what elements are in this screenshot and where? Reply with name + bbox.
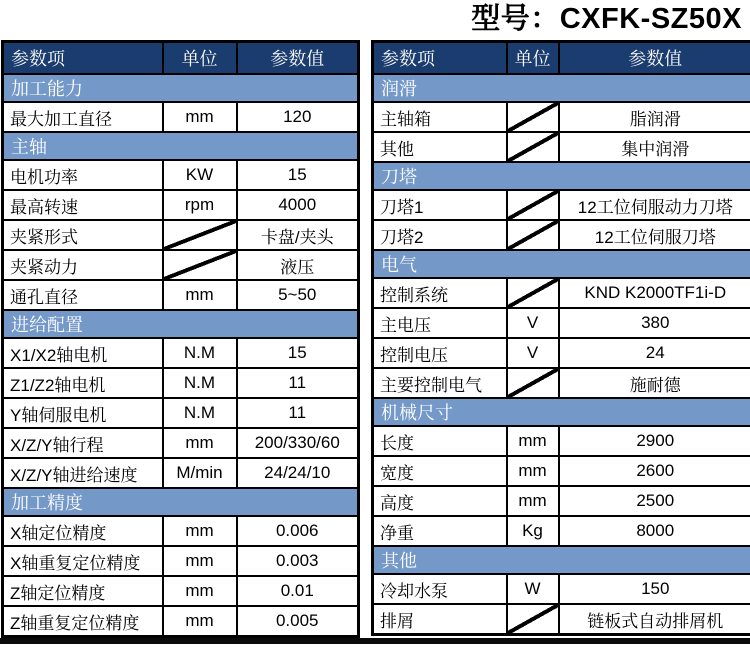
section-label: 主轴 [3, 132, 359, 160]
unit-cell: N.M [163, 338, 237, 368]
param-name-cell: Z1/Z2轴电机 [3, 368, 163, 398]
right-table-header [373, 42, 750, 75]
unit-cell: N.M [163, 368, 237, 398]
section-label: 进给配置 [3, 310, 359, 338]
header-row [373, 42, 750, 75]
spec-row [3, 398, 359, 428]
param-name-cell: X轴定位精度 [3, 516, 163, 546]
spec-row [373, 338, 750, 368]
spec-row [3, 516, 359, 546]
param-name-cell: Z轴重复定位精度 [3, 606, 163, 637]
value-cell: KND K2000TF1i-D [559, 278, 750, 308]
unit-cell: mm [163, 606, 237, 637]
value-cell: 12工位伺服动力刀塔 [559, 190, 750, 220]
value-cell: 0.01 [237, 576, 359, 606]
param-name-cell: 主电压 [373, 308, 507, 338]
value-cell: 脂润滑 [559, 102, 750, 132]
unit-cell: mm [163, 546, 237, 576]
page-title: 型号：CXFK-SZ50X [471, 3, 742, 35]
param-name-cell: 净重 [373, 516, 507, 546]
value-cell: 5~50 [237, 280, 359, 310]
param-name-cell: X/Z/Y轴行程 [3, 428, 163, 458]
section-label: 其他 [373, 546, 750, 574]
col-header-param: 参数项 [373, 42, 507, 75]
spec-row [3, 250, 359, 280]
unit-cell: mm [163, 102, 237, 132]
param-name-cell: 电机功率 [3, 160, 163, 190]
value-cell: 链板式自动排屑机 [559, 604, 750, 635]
section-label: 刀塔 [373, 162, 750, 190]
diagonal-slash-icon [507, 368, 559, 398]
section-row [3, 310, 359, 338]
col-header-value: 参数值 [237, 42, 359, 75]
param-name-cell: Y轴伺服电机 [3, 398, 163, 428]
unit-cell: V [507, 308, 559, 338]
param-name-cell: 主轴箱 [373, 102, 507, 132]
left-table-header [3, 42, 359, 75]
value-cell: 0.005 [237, 606, 359, 637]
value-cell: 200/330/60 [237, 428, 359, 458]
unit-cell: KW [163, 160, 237, 190]
unit-cell: mm [163, 516, 237, 546]
spec-table-right [371, 40, 750, 636]
unit-cell: mm [507, 486, 559, 516]
spec-row [3, 160, 359, 190]
tables-container [0, 40, 750, 638]
param-name-cell: X轴重复定位精度 [3, 546, 163, 576]
value-cell: 2600 [559, 456, 750, 486]
param-name-cell: 刀塔1 [373, 190, 507, 220]
spec-row [373, 516, 750, 546]
spec-row [3, 458, 359, 488]
spec-row [373, 102, 750, 132]
section-row [3, 132, 359, 160]
value-cell: 2900 [559, 426, 750, 456]
value-cell: 施耐德 [559, 368, 750, 398]
value-cell: 2500 [559, 486, 750, 516]
param-name-cell: 控制电压 [373, 338, 507, 368]
unit-cell: mm [507, 426, 559, 456]
param-name-cell: 最大加工直径 [3, 102, 163, 132]
spec-row [373, 190, 750, 220]
unit-cell: N.M [163, 398, 237, 428]
param-name-cell: X1/X2轴电机 [3, 338, 163, 368]
param-name-cell: 冷却水泵 [373, 574, 507, 604]
param-name-cell: 排屑 [373, 604, 507, 635]
col-header-param: 参数项 [3, 42, 163, 75]
value-cell: 24/24/10 [237, 458, 359, 488]
param-name-cell: 通孔直径 [3, 280, 163, 310]
section-label: 机械尺寸 [373, 398, 750, 426]
spec-row [3, 220, 359, 250]
unit-cell: W [507, 574, 559, 604]
param-name-cell: X/Z/Y轴进给速度 [3, 458, 163, 488]
unit-cell: Kg [507, 516, 559, 546]
value-cell: 卡盘/夹头 [237, 220, 359, 250]
unit-cell: mm [507, 456, 559, 486]
diagonal-slash-icon [163, 220, 237, 250]
param-name-cell: 高度 [373, 486, 507, 516]
value-cell: 4000 [237, 190, 359, 220]
param-name-cell: 主要控制电气 [373, 368, 507, 398]
param-name-cell: 最高转速 [3, 190, 163, 220]
spec-row [373, 278, 750, 308]
section-label: 电气 [373, 250, 750, 278]
section-row [373, 398, 750, 426]
spec-row [3, 576, 359, 606]
section-row [373, 546, 750, 574]
spec-row [373, 308, 750, 338]
spec-row [3, 190, 359, 220]
section-row [373, 250, 750, 278]
spec-row [3, 368, 359, 398]
value-cell: 15 [237, 338, 359, 368]
diagonal-slash-icon [507, 102, 559, 132]
spec-row [3, 546, 359, 576]
spec-row [373, 486, 750, 516]
spec-row [373, 368, 750, 398]
value-cell: 集中润滑 [559, 132, 750, 162]
value-cell: 8000 [559, 516, 750, 546]
spec-row [373, 604, 750, 635]
col-header-unit: 单位 [163, 42, 237, 75]
unit-cell: V [507, 338, 559, 368]
diagonal-slash-icon [507, 278, 559, 308]
left-table-body [3, 74, 359, 637]
spec-row [373, 456, 750, 486]
value-cell: 380 [559, 308, 750, 338]
spec-row [3, 338, 359, 368]
param-name-cell: 夹紧形式 [3, 220, 163, 250]
section-label: 加工精度 [3, 488, 359, 516]
spec-row [373, 426, 750, 456]
diagonal-slash-icon [507, 604, 559, 635]
value-cell: 0.006 [237, 516, 359, 546]
header-row [3, 42, 359, 75]
unit-cell: mm [163, 280, 237, 310]
value-cell: 120 [237, 102, 359, 132]
bottom-border-bar [0, 638, 750, 644]
value-cell: 12工位伺服刀塔 [559, 220, 750, 250]
param-name-cell: Z轴定位精度 [3, 576, 163, 606]
diagonal-slash-icon [163, 250, 237, 280]
diagonal-slash-icon [507, 190, 559, 220]
spec-row [3, 280, 359, 310]
diagonal-slash-icon [507, 220, 559, 250]
right-table-body [373, 74, 750, 635]
section-row [3, 74, 359, 102]
param-name-cell: 刀塔2 [373, 220, 507, 250]
spec-row [373, 220, 750, 250]
param-name-cell: 长度 [373, 426, 507, 456]
value-cell: 15 [237, 160, 359, 190]
value-cell: 11 [237, 398, 359, 428]
unit-cell: mm [163, 428, 237, 458]
section-row [373, 162, 750, 190]
param-name-cell: 其他 [373, 132, 507, 162]
section-label: 润滑 [373, 74, 750, 102]
section-label: 加工能力 [3, 74, 359, 102]
spec-row [3, 606, 359, 637]
section-row [373, 74, 750, 102]
value-cell: 液压 [237, 250, 359, 280]
spec-row [373, 132, 750, 162]
param-name-cell: 宽度 [373, 456, 507, 486]
spec-row [3, 428, 359, 458]
value-cell: 11 [237, 368, 359, 398]
unit-cell: M/min [163, 458, 237, 488]
spec-row [3, 102, 359, 132]
col-header-unit: 单位 [507, 42, 559, 75]
spec-table-left [1, 40, 360, 638]
unit-cell: rpm [163, 190, 237, 220]
col-header-value: 参数值 [559, 42, 750, 75]
section-row [3, 488, 359, 516]
spec-row [373, 574, 750, 604]
value-cell: 150 [559, 574, 750, 604]
diagonal-slash-icon [507, 132, 559, 162]
value-cell: 0.003 [237, 546, 359, 576]
unit-cell: mm [163, 576, 237, 606]
param-name-cell: 控制系统 [373, 278, 507, 308]
param-name-cell: 夹紧动力 [3, 250, 163, 280]
value-cell: 24 [559, 338, 750, 368]
